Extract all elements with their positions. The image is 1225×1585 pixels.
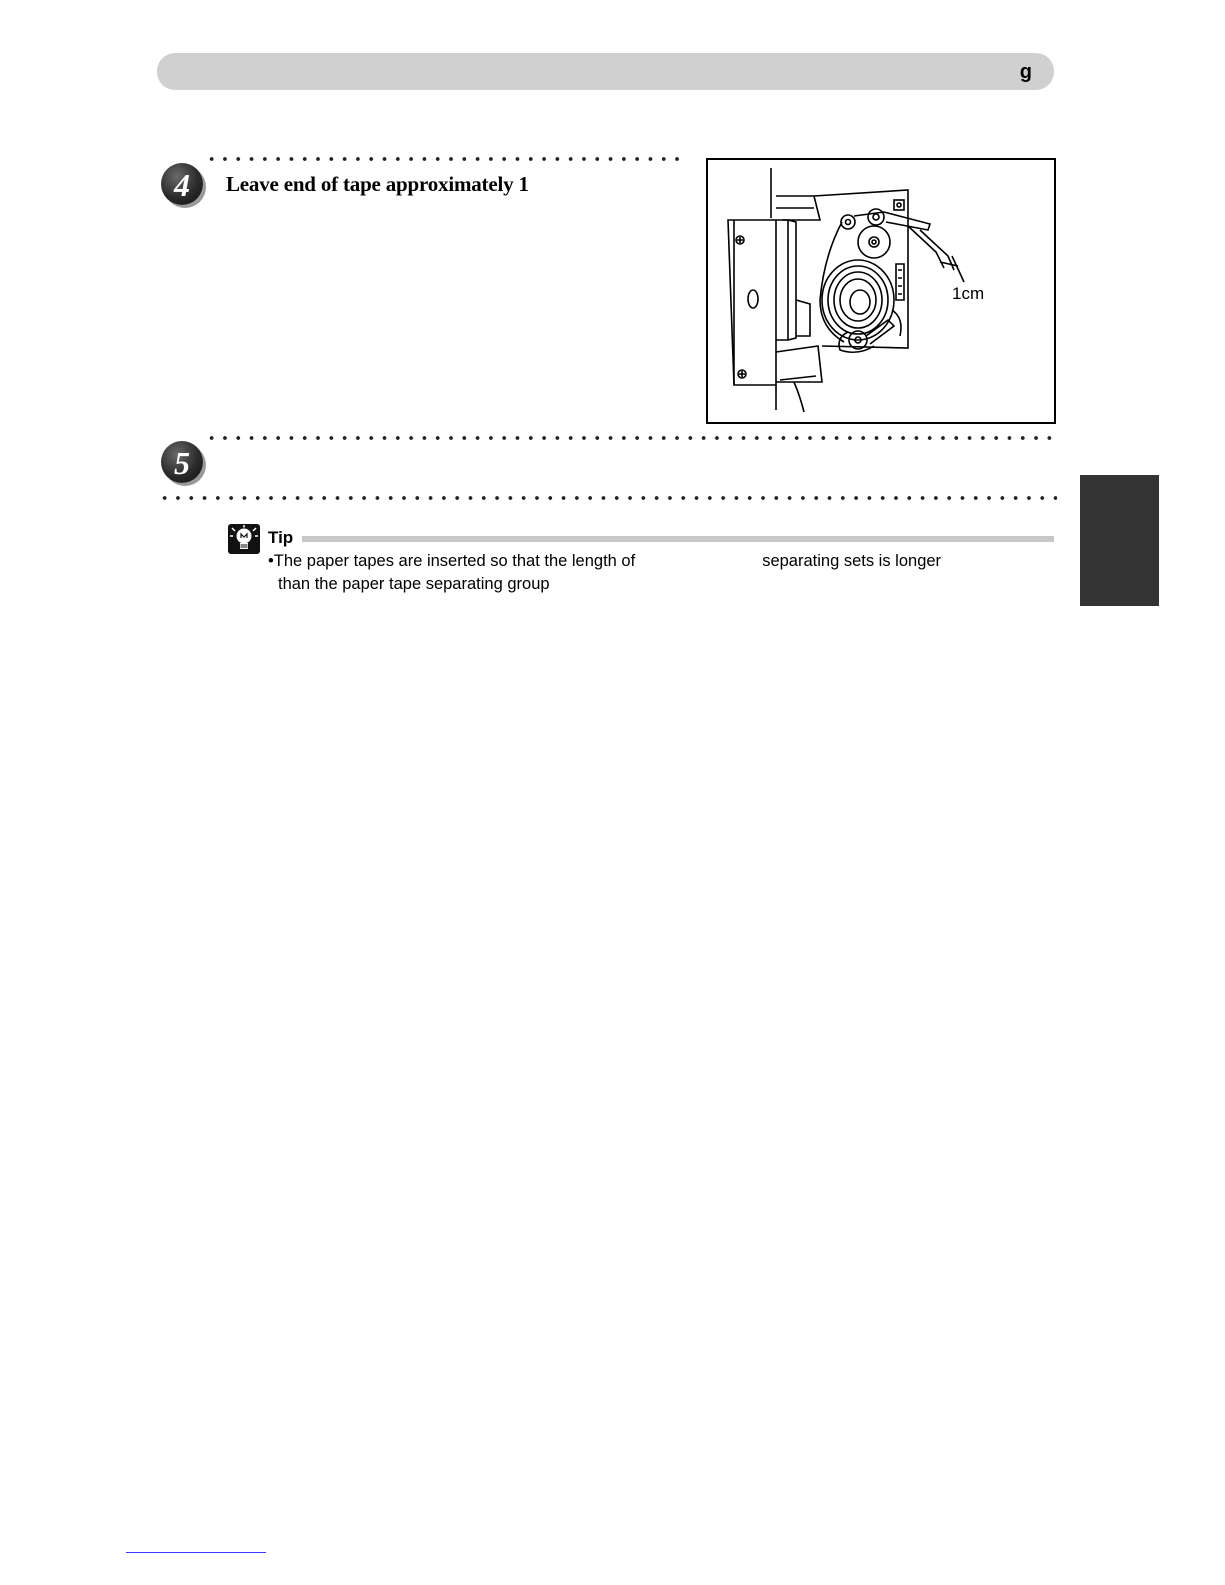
step-4-badge: [161, 163, 207, 209]
figure-label-1cm: 1cm: [952, 284, 985, 303]
tip-title: Tip: [268, 528, 294, 547]
step-4-number: 4: [174, 167, 190, 203]
footer-link-underline[interactable]: [126, 1552, 266, 1553]
tip-line-1-b: separating sets is longer: [762, 552, 942, 570]
tip-line-2: than the paper tape separating group: [278, 575, 550, 593]
step-4-divider: [205, 156, 687, 162]
tip-text: [268, 550, 1038, 596]
tape-mechanism-illustration: [708, 160, 1054, 422]
step-5-divider: [205, 435, 1057, 441]
tip-rule: [302, 536, 1054, 542]
tip-line-1-a: The paper tapes are inserted so that the length of: [273, 552, 636, 570]
lightbulb-icon: [228, 524, 260, 554]
step-5-number: 5: [174, 445, 190, 481]
chapter-side-tab: [1080, 475, 1159, 606]
tip-bullet: •: [268, 552, 274, 570]
tip-line-1: [268, 550, 1038, 573]
step-5-badge: [161, 441, 207, 487]
page-header-bar: [157, 53, 1054, 90]
section-bottom-divider: [158, 495, 1057, 501]
header-text: g: [1019, 61, 1032, 83]
tape-mechanism-figure: [706, 158, 1056, 424]
step-4-title: Leave end of tape approximately 1: [226, 172, 529, 196]
